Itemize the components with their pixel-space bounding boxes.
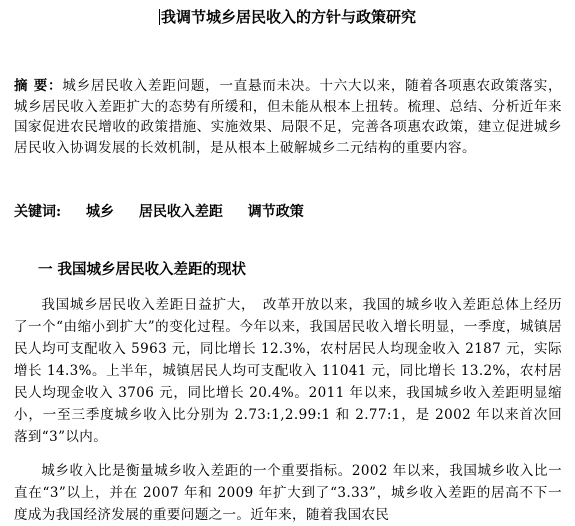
section-heading: 一 我国城乡居民收入差距的现状 bbox=[38, 261, 247, 278]
keyword-3: 调节政策 bbox=[247, 204, 304, 220]
paragraph-1 bbox=[14, 294, 562, 448]
paragraph-2-text: 城乡收入比是衡量城乡收入差距的一个重要指标。2002 年以来，我国城乡收入比一直在“3”以上，并在 2007 年和 2009 年扩大到了“3.33”，城乡收入差距的居高不下一度成为我国经济发展的重要问题之一。近年来，随着我国农民 bbox=[14, 463, 562, 523]
keywords-line bbox=[14, 201, 304, 221]
text-cursor bbox=[159, 9, 160, 25]
abstract-label: 摘 要： bbox=[14, 78, 63, 94]
keyword-1: 城乡 bbox=[86, 204, 115, 220]
document-title bbox=[0, 6, 575, 27]
paragraph-2 bbox=[14, 460, 562, 526]
title-text: 我调节城乡居民收入的方针与政策研究 bbox=[160, 8, 416, 26]
abstract bbox=[14, 76, 562, 158]
keywords-label: 关键词: bbox=[14, 204, 62, 220]
abstract-text: 城乡居民收入差距问题，一直悬而未决。十六大以来，随着各项惠农政策落实，城乡居民收入差距扩大的态势有所缓和，但未能从根本上扭转。梳理、总结、分析近年来国家促进农民增收的政策措施、实施效果、局限不足，完善各项惠农政策，建立促进城乡居民收入协调发展的长效机制，是从根本上破解城乡二元结构的重要内容。 bbox=[14, 78, 563, 156]
keyword-2: 居民收入差距 bbox=[138, 204, 223, 220]
paragraph-1-text: 我国城乡居民收入差距日益扩大， 改革开放以来，我国的城乡收入差距总体上经历了一个“由缩小到扩大”的变化过程。今年以来，我国居民收入增长明显，一季度，城镇居民人均可支配收入 5963 元，同比增长 12.3%，农村居民人均现金收入 2187 元，实际增长 14.3%。上半年，城镇居民人均可支配收入 11041 元，同比增长 13.2%，农村居民人均现金收入 3706 元，同比增长 20.4%。2011 年以来，我国城乡收入差距明显缩小，一至三季度城乡收入比分别为 2.73:1,2.99:1 和 2.77:1，是 2002 年以来首次回落到“3”以内。 bbox=[14, 297, 562, 445]
